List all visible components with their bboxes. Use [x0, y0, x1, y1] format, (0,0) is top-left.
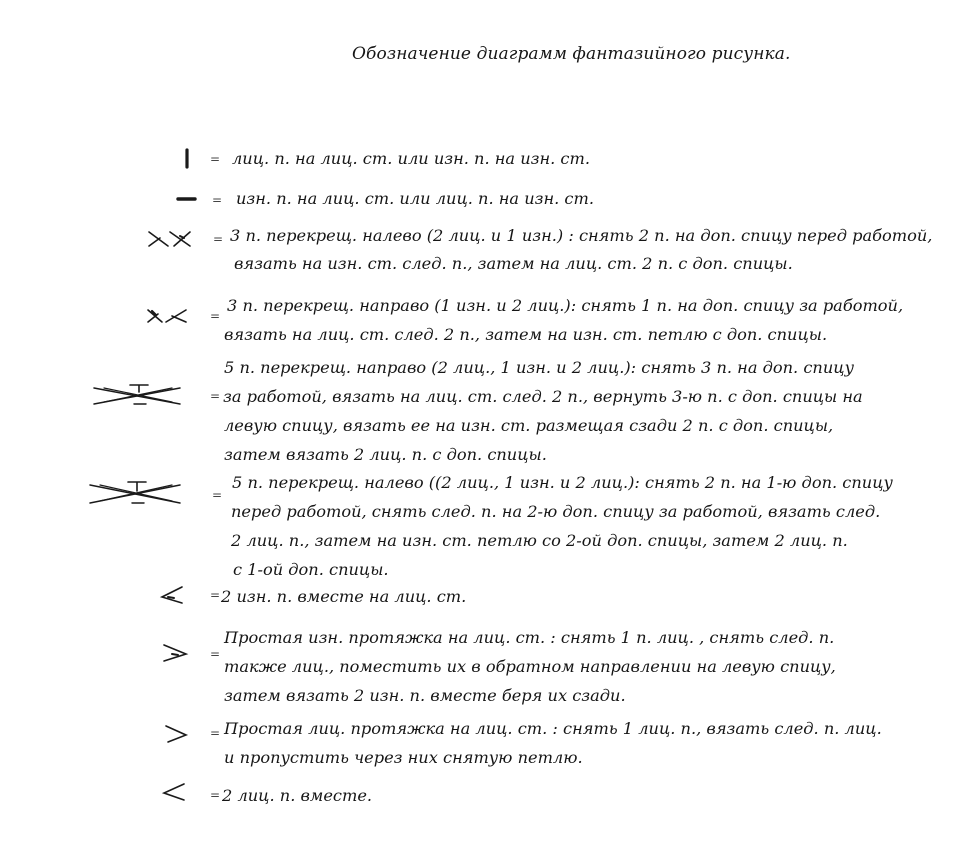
- legend-line: лиц. п. на лиц. ст. или изн. п. на изн. ст.: [232, 149, 590, 168]
- horizontal-bar-icon: [176, 193, 198, 205]
- equals-sign: =: [210, 309, 221, 323]
- vertical-bar-icon: [180, 148, 194, 170]
- legend-line: 2 изн. п. вместе на лиц. ст.: [221, 587, 467, 606]
- legend-line: Простая изн. протяжка на лиц. ст. : снять 1 п. лиц. , снять след. п.: [224, 628, 835, 647]
- legend-line: 2 лиц. п., затем на изн. ст. петлю со 2-ой доп. спицы, затем 2 лиц. п.: [231, 531, 848, 550]
- legend-line: с 1-ой доп. спицы.: [233, 560, 389, 579]
- equals-sign: =: [210, 588, 221, 602]
- legend-line: затем вязать 2 лиц. п. с доп. спицы.: [224, 445, 547, 464]
- legend-line: изн. п. на лиц. ст. или лиц. п. на изн. ст.: [236, 189, 594, 208]
- legend-line: Простая лиц. протяжка на лиц. ст. : снять 1 лиц. п., вязать след. п. лиц.: [224, 719, 882, 738]
- equals-sign: =: [210, 726, 221, 740]
- cross-3-left-icon: [146, 228, 194, 252]
- legend-line: вязать на изн. ст. след. п., затем на лиц. ст. 2 п. с доп. спицы.: [234, 254, 793, 273]
- legend-line: 5 п. перекрещ. направо (2 лиц., 1 изн. и 2 лиц.): снять 3 п. на доп. спицу: [224, 358, 854, 377]
- legend-line: также лиц., поместить их в обратном направлении на левую спицу,: [224, 657, 836, 676]
- purl-slip-decrease-icon: [158, 642, 192, 664]
- legend-line: 3 п. перекрещ. направо (1 изн. и 2 лиц.): снять 1 п. на доп. спицу за работой,: [227, 296, 904, 315]
- cross-5-left-icon: [86, 477, 188, 509]
- equals-sign: =: [213, 232, 224, 246]
- equals-sign: =: [210, 389, 221, 403]
- knit-slip-decrease-icon: [160, 722, 192, 746]
- legend-line: за работой, вязать на лиц. ст. след. 2 п., вернуть 3-ю п. с доп. спицы на: [223, 387, 863, 406]
- equals-sign: =: [210, 647, 221, 661]
- purl-two-together-icon: [156, 584, 192, 606]
- equals-sign: =: [212, 488, 223, 502]
- legend-line: вязать на лиц. ст. след. 2 п., затем на изн. ст. петлю с доп. спицы.: [224, 325, 828, 344]
- equals-sign: =: [212, 193, 223, 207]
- cross-5-right-icon: [90, 382, 188, 410]
- legend-line: 3 п. перекрещ. налево (2 лиц. и 1 изн.) : снять 2 п. на доп. спицу перед работой,: [230, 226, 933, 245]
- equals-sign: =: [210, 152, 221, 166]
- legend-line: левую спицу, вязать ее на изн. ст. размещая сзади 2 п. с доп. спицы,: [224, 416, 834, 435]
- cross-3-right-icon: [144, 304, 190, 328]
- legend-line: затем вязать 2 изн. п. вместе беря их сзади.: [224, 686, 626, 705]
- legend-line: 2 лиц. п. вместе.: [222, 786, 373, 805]
- knit-two-together-icon: [158, 780, 190, 804]
- legend-line: 5 п. перекрещ. налево ((2 лиц., 1 изн. и 2 лиц.): снять 2 п. на 1-ю доп. спицу: [232, 473, 893, 492]
- legend-line: перед работой, снять след. п. на 2-ю доп. спицу за работой, вязать след.: [231, 502, 881, 521]
- page-title: Обозначение диаграмм фантазийного рисунка.: [352, 44, 791, 64]
- legend-line: и пропустить через них снятую петлю.: [224, 748, 583, 767]
- equals-sign: =: [210, 788, 221, 802]
